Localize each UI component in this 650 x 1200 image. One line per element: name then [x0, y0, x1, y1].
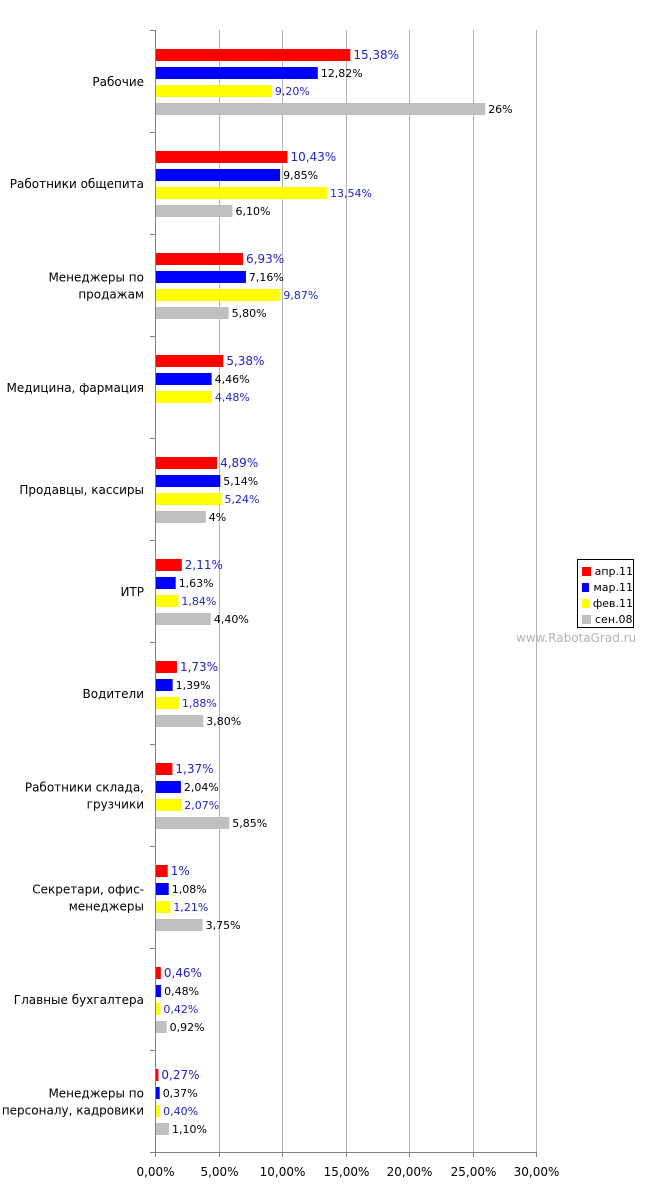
data-label-сен.08-4: 4%	[208, 511, 227, 524]
chart-legend	[577, 559, 634, 628]
x-tick-label-4: 20,00%	[386, 1165, 433, 1179]
data-label-фев.11-8: 1,21%	[173, 901, 209, 914]
legend-label-apr11: апр.11	[594, 564, 633, 578]
bar-фев.11-2	[155, 289, 280, 301]
bar-сен.08-8	[155, 919, 203, 931]
data-label-сен.08-8: 3,75%	[205, 919, 241, 932]
data-label-апр.11-5: 2,11%	[184, 558, 223, 572]
legend-label-feb11: фев.11	[592, 596, 633, 610]
x-tick-label-2: 10,00%	[259, 1165, 306, 1179]
category-label-1: Работники общепита	[9, 177, 144, 191]
bar-мар.11-3	[155, 373, 212, 385]
x-tick-label-0: 0,00%	[136, 1165, 175, 1179]
data-label-фев.11-10: 0,40%	[163, 1105, 199, 1118]
data-label-мар.11-0: 12,82%	[320, 67, 363, 80]
data-label-мар.11-2: 7,16%	[248, 271, 284, 284]
data-label-мар.11-4: 5,14%	[223, 475, 259, 488]
x-tick-label-6: 30,00%	[513, 1165, 560, 1179]
bar-апр.11-3	[155, 355, 223, 367]
data-label-фев.11-1: 13,54%	[329, 187, 372, 200]
data-label-сен.08-6: 3,80%	[206, 715, 242, 728]
bar-фев.11-4	[155, 493, 222, 505]
data-label-апр.11-2: 6,93%	[246, 252, 285, 266]
bar-мар.11-1	[155, 169, 280, 181]
bar-апр.11-0	[155, 49, 350, 61]
bar-мар.11-7	[155, 781, 181, 793]
bar-сен.08-10	[155, 1123, 169, 1135]
watermark-text: www.RabotaGrad.ru	[516, 631, 637, 645]
bar-мар.11-5	[155, 577, 176, 589]
data-label-мар.11-7: 2,04%	[183, 781, 219, 794]
data-label-мар.11-6: 1,39%	[175, 679, 211, 692]
x-tick-label-5: 25,00%	[450, 1165, 497, 1179]
legend-item-feb11	[582, 595, 633, 611]
data-label-сен.08-2: 5,80%	[231, 307, 267, 320]
data-label-апр.11-10: 0,27%	[161, 1068, 200, 1082]
bar-мар.11-2	[155, 271, 246, 283]
data-label-мар.11-9: 0,48%	[164, 985, 200, 998]
bar-фев.11-3	[155, 391, 212, 403]
data-label-апр.11-7: 1,37%	[175, 762, 214, 776]
bar-фев.11-7	[155, 799, 181, 811]
category-label-2: Менеджеры по продажам	[48, 270, 144, 302]
bar-апр.11-2	[155, 253, 243, 265]
bar-фев.11-6	[155, 697, 179, 709]
data-label-апр.11-0: 15,38%	[353, 48, 400, 62]
bar-мар.11-4	[155, 475, 220, 487]
data-label-фев.11-3: 4,48%	[214, 391, 250, 404]
bar-фев.11-1	[155, 187, 327, 199]
bar-сен.08-7	[155, 817, 229, 829]
category-label-10: Менеджеры по персоналу, кадровики	[1, 1086, 144, 1118]
data-label-фев.11-5: 1,84%	[181, 595, 217, 608]
bar-сен.08-2	[155, 307, 229, 319]
x-tick-label-1: 5,00%	[200, 1165, 239, 1179]
data-label-мар.11-5: 1,63%	[178, 577, 214, 590]
category-label-0: Рабочие	[92, 75, 144, 89]
data-label-фев.11-7: 2,07%	[184, 799, 220, 812]
legend-item-apr11	[582, 563, 633, 579]
bar-мар.11-8	[155, 883, 169, 895]
data-label-фев.11-0: 9,20%	[274, 85, 310, 98]
data-label-мар.11-8: 1,08%	[171, 883, 207, 896]
data-label-апр.11-9: 0,46%	[163, 966, 202, 980]
data-label-фев.11-4: 5,24%	[224, 493, 260, 506]
bar-фев.11-8	[155, 901, 170, 913]
category-label-3: Медицина, фармация	[6, 381, 144, 395]
data-label-апр.11-4: 4,89%	[220, 456, 259, 470]
bar-апр.11-6	[155, 661, 177, 673]
bar-мар.11-0	[155, 67, 318, 79]
legend-swatch-apr11	[582, 567, 591, 576]
legend-label-sep08: сен.08	[595, 612, 633, 626]
category-label-7: Работники склада, грузчики	[24, 780, 144, 812]
bar-апр.11-4	[155, 457, 217, 469]
data-label-фев.11-2: 9,87%	[283, 289, 319, 302]
data-label-апр.11-1: 10,43%	[290, 150, 337, 164]
data-label-сен.08-7: 5,85%	[232, 817, 268, 830]
legend-swatch-feb11	[582, 599, 589, 608]
bar-апр.11-8	[155, 865, 168, 877]
legend-item-mar11	[582, 579, 633, 595]
bar-сен.08-4	[155, 511, 206, 523]
legend-swatch-mar11	[582, 583, 589, 592]
bar-сен.08-9	[155, 1021, 167, 1033]
data-label-мар.11-1: 9,85%	[283, 169, 319, 182]
data-label-мар.11-3: 4,46%	[214, 373, 250, 386]
legend-item-sep08	[582, 611, 633, 627]
bar-мар.11-6	[155, 679, 173, 691]
data-label-апр.11-8: 1%	[170, 864, 190, 878]
bar-сен.08-0	[155, 103, 485, 115]
legend-swatch-sep08	[582, 615, 591, 624]
bar-сен.08-1	[155, 205, 232, 217]
bar-апр.11-1	[155, 151, 287, 163]
data-label-фев.11-6: 1,88%	[181, 697, 217, 710]
bar-сен.08-6	[155, 715, 203, 727]
data-label-сен.08-1: 6,10%	[235, 205, 271, 218]
x-tick-label-3: 15,00%	[323, 1165, 370, 1179]
bar-апр.11-7	[155, 763, 172, 775]
category-label-4: Продавцы, кассиры	[19, 483, 144, 497]
bar-сен.08-5	[155, 613, 211, 625]
data-label-сен.08-9: 0,92%	[169, 1021, 205, 1034]
legend-label-mar11: мар.11	[593, 580, 633, 594]
data-label-сен.08-0: 26%	[488, 103, 513, 116]
bar-апр.11-5	[155, 559, 182, 571]
data-label-мар.11-10: 0,37%	[162, 1087, 198, 1100]
bar-фев.11-0	[155, 85, 272, 97]
data-label-фев.11-9: 0,42%	[163, 1003, 199, 1016]
category-label-6: Водители	[82, 687, 144, 701]
category-label-8: Секретари, офис-менеджеры	[32, 882, 144, 914]
data-label-сен.08-10: 1,10%	[171, 1123, 207, 1136]
category-label-5: ИТР	[120, 585, 144, 599]
data-label-апр.11-3: 5,38%	[226, 354, 265, 368]
bar-фев.11-5	[155, 595, 178, 607]
data-label-апр.11-6: 1,73%	[179, 660, 219, 674]
category-label-9: Главные бухгалтера	[13, 993, 144, 1007]
data-label-сен.08-5: 4,40%	[213, 613, 249, 626]
